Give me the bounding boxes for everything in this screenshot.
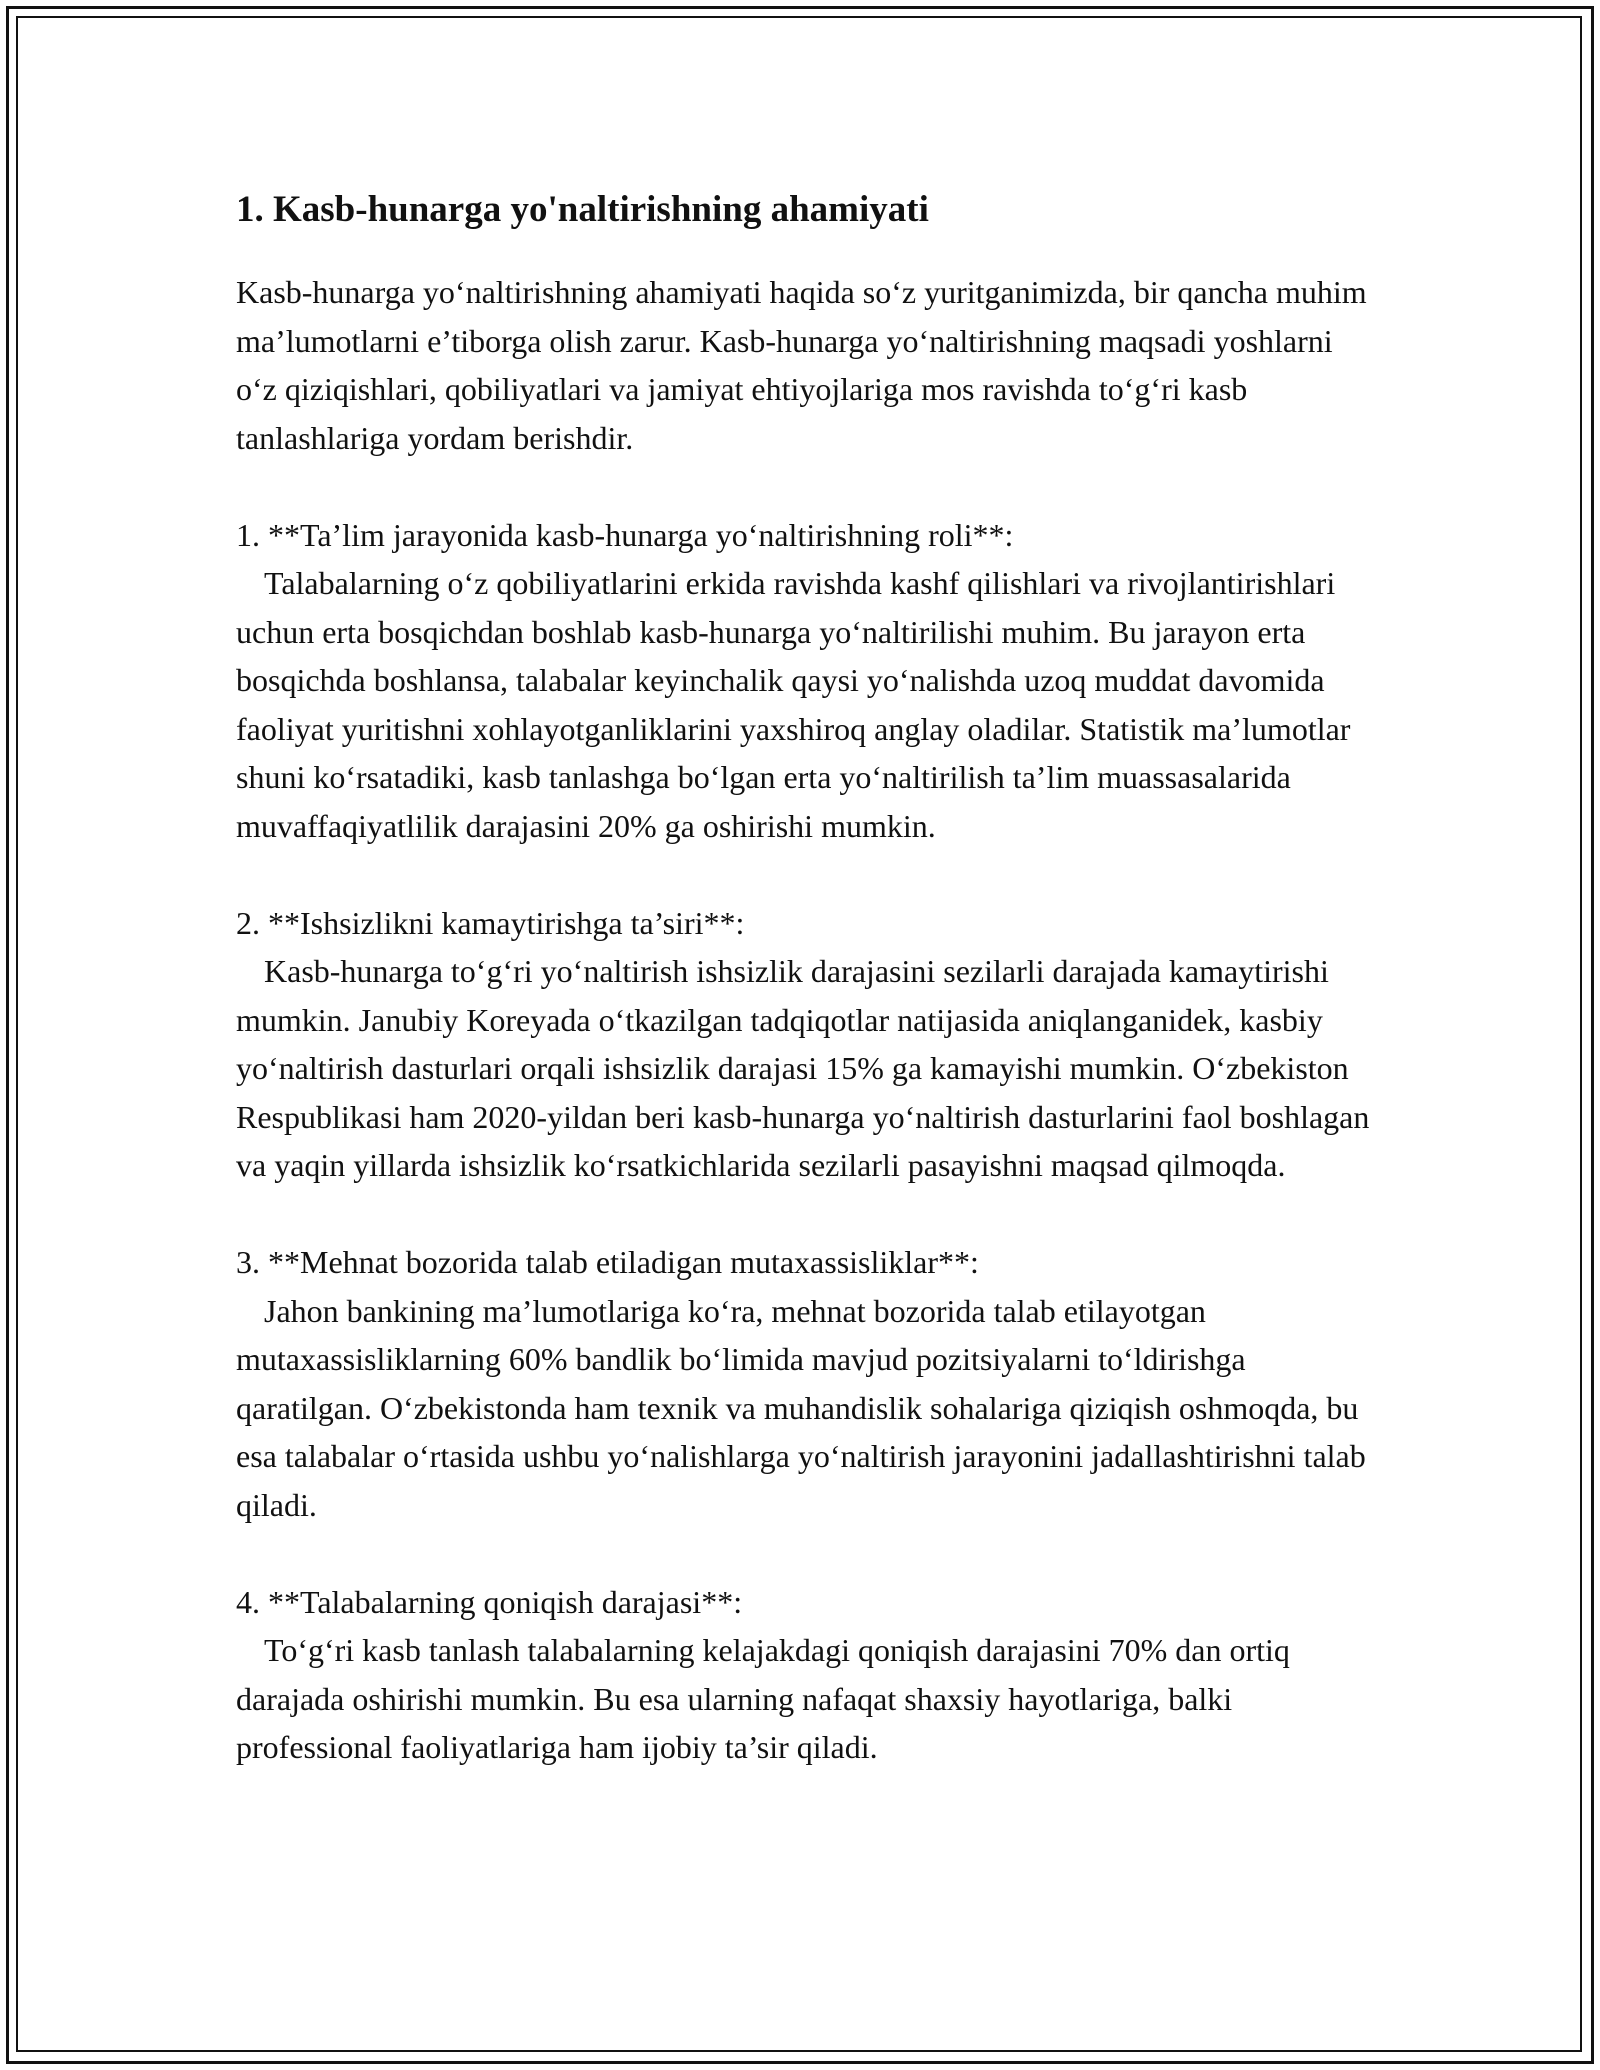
item-heading: 3. **Mehnat bozorida talab etiladigan mutaxassisliklar**: xyxy=(236,1244,979,1280)
item-heading: 1. **Ta’lim jarayonida kasb-hunarga yo‘naltirishning roli**: xyxy=(236,516,1014,553)
document-body xyxy=(236,186,1376,1772)
spacer xyxy=(236,850,1376,899)
list-item xyxy=(236,899,1376,1190)
list-item xyxy=(236,511,1376,851)
list-item xyxy=(236,1238,1376,1529)
item-body: To‘g‘ri kasb tanlash talabalarning kelajakdagi qoniqish darajasini 70% dan ortiq darajada oshirishi mumkin. Bu esa ularning nafaqat shaxsiy hayotlariga, balki professional faoliyatlariga ham ijobiy ta’sir qiladi. xyxy=(236,1632,1290,1765)
document-title: 1. Kasb-hunarga yo'naltirishning ahamiyati xyxy=(236,189,929,230)
item-body: Talabalarning o‘z qobiliyatlarini erkida ravishda kashf qilishlari va rivojlantirishlari uchun erta bosqichdan boshlab kasb-hunarga yo‘naltirilishi muhim. Bu jarayon erta bosqichda boshlansa, talabalar keyinchalik qaysi yo‘nalishda uzoq muddat davomida faoliyat yuritishni xohlayotganliklarini yaxshiroq anglay oladilar. Statistik ma’lumotlar shuni ko‘rsatadiki, kasb tanlashga bo‘lgan erta yo‘naltirilish ta’lim muassasalarida muvaffaqiyatlilik darajasini 20% ga oshirishi mumkin. xyxy=(236,565,1351,844)
list-item xyxy=(236,1578,1376,1772)
intro-paragraph: Kasb-hunarga yo‘naltirishning ahamiyati haqida so‘z yuritganimizda, bir qancha muhim ma’lumotlarni e’tiborga olish zarur. Kasb-hunarga yo‘naltirishning maqsadi yoshlarni o‘z qiziqishlari, qobiliyatlari va jamiyat ehtiyojlariga mos ravishda to‘g‘ri kasb tanlashlariga yordam berishdir. xyxy=(236,274,1367,456)
spacer xyxy=(236,462,1376,511)
item-body: Kasb-hunarga to‘g‘ri yo‘naltirish ishsizlik darajasini sezilarli darajada kamaytirishi mumkin. Janubiy Koreyada o‘tkazilgan tadqiqotlar natijasida aniqlanganidek, kasbiy yo‘naltirish dasturlari orqali ishsizlik darajasi 15% ga kamayishi mumkin. O‘zbekiston Respublikasi ham 2020-yildan beri kasb-hunarga yo‘naltirish dasturlarini faol boshlagan va yaqin yillarda ishsizlik ko‘rsatkichlarida sezilarli pasayishni maqsad qilmoqda. xyxy=(236,953,1370,1183)
spacer xyxy=(236,1190,1376,1239)
item-heading: 4. **Talabalarning qoniqish darajasi**: xyxy=(236,1583,743,1620)
spacer xyxy=(236,1529,1376,1578)
item-body: Jahon bankining ma’lumotlariga ko‘ra, mehnat bozorida talab etilayotgan mutaxassisliklarning 60% bandlik bo‘limida mavjud pozitsiyalarni to‘ldirishga qaratilgan. O‘zbekistonda ham texnik va muhandislik sohalariga qiziqish oshmoqda, bu esa talabalar o‘rtasida ushbu yo‘nalishlarga yo‘naltirish jarayonini jadallashtirishni talab qiladi. xyxy=(236,1292,1366,1523)
item-heading: 2. **Ishsizlikni kamaytirishga ta’siri**: xyxy=(236,904,745,941)
